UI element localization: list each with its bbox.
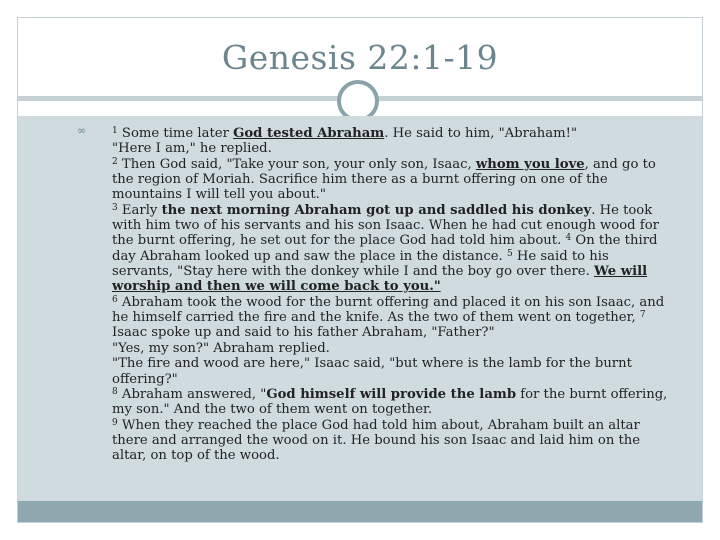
verse-1: $^1$ Some time later God tested Abraham. He said to him, "Abraham!" bbox=[112, 125, 578, 141]
title-rule-right bbox=[378, 96, 702, 101]
emphasis-will-worship: We will worship and then we will come back to you." bbox=[112, 264, 648, 295]
verse-number: 8 bbox=[112, 386, 118, 397]
verse-number: 6 bbox=[112, 294, 118, 305]
emphasis-next-morning: the next morning Abraham got up and saddled his donkey bbox=[161, 202, 592, 218]
verse-1-reply: "Here I am," he replied. bbox=[112, 141, 272, 157]
verse-6-7: $^6$ Abraham took the wood for the burnt offering and placed it on his son Isaac, and he himself carried the fire and the knife. As the two of them went on together, $^7$ Isaac spoke up and said to his father Abraham, "Father?" bbox=[112, 294, 665, 341]
bullet-infinity-icon: ∞ bbox=[77, 124, 87, 137]
verse-number: 3 bbox=[112, 202, 118, 213]
bottom-bar bbox=[18, 501, 702, 522]
verse-number: 7 bbox=[639, 310, 646, 321]
emphasis-god-will-provide: God himself will provide the lamb bbox=[266, 386, 517, 402]
verse-2: $^2$ Then God said, "Take your son, your only son, Isaac, whom you love, and go to the region of Moriah. Sacrifice him there as a burnt offering on one of the mountains I will tell you about." bbox=[112, 156, 656, 203]
verse-number: 2 bbox=[112, 156, 118, 167]
emphasis-god-tested: God tested Abraham bbox=[233, 126, 385, 141]
verse-number: 4 bbox=[565, 233, 572, 244]
slide-title: Genesis 22:1-19 bbox=[221, 38, 499, 77]
verse-number: 5 bbox=[506, 248, 513, 259]
passage-text bbox=[112, 126, 672, 464]
verse-7-reply: "Yes, my son?" Abraham replied. bbox=[112, 340, 330, 356]
verse-number: 9 bbox=[112, 417, 118, 428]
verse-7-question: "The fire and wood are here," Isaac said, "but where is the lamb for the burnt offering?" bbox=[112, 356, 632, 387]
verse-number: 1 bbox=[112, 125, 118, 136]
title-rule-left bbox=[18, 96, 342, 101]
verse-3-to-5: $^3$ Early the next morning Abraham got up and saddled his donkey. He took with him two of his servants and his son Isaac. When he had cut enough wood for the burnt offering, he set out for the place God had told him about. $^4$ On the third day Abraham looked up and saw the place in the distance. $^5$ He said to his servants, "Stay here with the donkey while I and the boy go over there. We will worship and then we will come back to you." bbox=[112, 202, 659, 295]
verse-8: $^8$ Abraham answered, "God himself will provide the lamb for the burnt offering, my son." And the two of them went on together. bbox=[112, 386, 668, 418]
emphasis-whom-you-love: whom you love bbox=[475, 156, 585, 172]
verse-9: $^9$ When they reached the place God had told him about, Abraham built an altar there and arranged the wood on it. He bound his son Isaac and laid him on the altar, on top of the wood. bbox=[112, 417, 641, 464]
